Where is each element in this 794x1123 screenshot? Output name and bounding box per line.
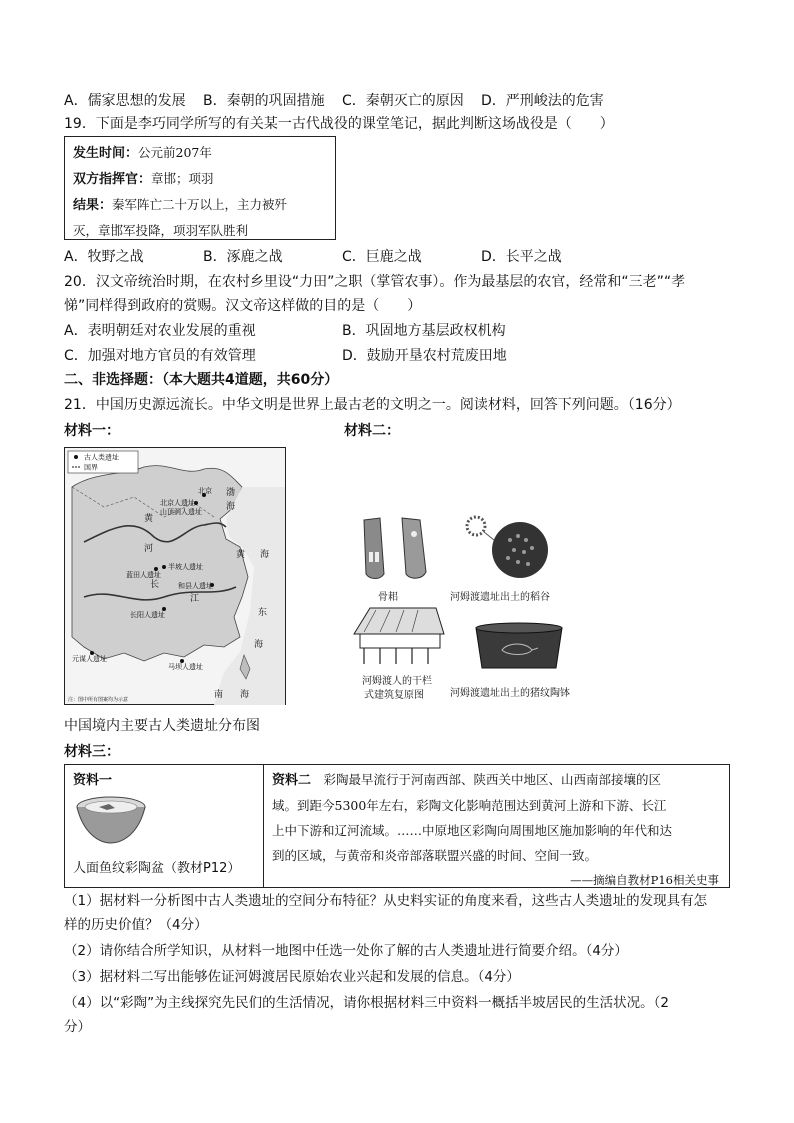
note-time-label: 发生时间：	[73, 146, 139, 161]
q20-option-b: B．巩固地方基层政权机构	[342, 323, 506, 339]
material3-right-title: 资料二	[272, 773, 312, 788]
q20-stem-line1: 20．汉文帝统治时期，在农村乡里设“力田”之职（掌管农事）。作为最基层的农官，经常和“三老”“孝	[64, 274, 686, 290]
q20-stem-line2: 悌”同样得到政府的赏赐。汉文帝这样做的目的是（ ）	[64, 298, 422, 314]
q18-option-c: C．秦朝灭亡的原因	[342, 93, 464, 109]
pig-pot-image	[472, 620, 566, 672]
q20-option-d: D．鼓励开垦农村荒废田地	[342, 348, 507, 364]
material3-left-title: 资料一	[73, 773, 113, 788]
material3-right-line2: 域。到距今5300年左右，彩陶文化影响范围达到黄河上游和下游、长江	[272, 798, 667, 813]
sub-q1-line2: 样的历史价值？（4分）	[64, 917, 208, 933]
svg-text:黄: 黄	[236, 550, 246, 560]
material3-right-line1: 彩陶最早流行于河南西部、陕西关中地区、山西南部接壤的区	[323, 772, 662, 787]
material3-label: 材料三：	[64, 744, 120, 760]
material2-label: 材料二：	[344, 423, 400, 439]
sub-q2: （2）请你结合所学知识，从材料一地图中任选一处你了解的古人类遗址进行简要介绍。（4分）	[64, 943, 628, 959]
svg-text:海: 海	[240, 690, 250, 700]
material3-right-source: ——摘编自教材P16相关史事	[570, 873, 719, 887]
caption-house-line1: 河姆渡人的干栏	[362, 676, 432, 687]
note-result-line1: 秦军阵亡二十万以上，主力被歼	[112, 197, 288, 212]
note-result-label: 结果：	[73, 198, 113, 213]
q19-option-d: D．长平之战	[481, 249, 562, 265]
stilt-house-image	[350, 604, 446, 668]
q19-option-b: B．涿鹿之战	[203, 249, 283, 265]
section2-title: 二、非选择题：（本大题共4道题，共60分）	[64, 372, 339, 388]
bone-tool-image	[358, 514, 438, 584]
material3-right-line3: 上中下游和辽河流域。……中原地区彩陶向周围地区施加影响的年代和达	[272, 823, 673, 838]
material3-table	[64, 764, 730, 888]
svg-text:渤: 渤	[226, 488, 236, 498]
q20-option-c: C．加强对地方官员的有效管理	[64, 348, 256, 364]
site-beijing: 北京	[198, 487, 212, 495]
note-time-value: 公元前207年	[138, 145, 212, 160]
site-lantian: 蓝田人遗址	[126, 571, 161, 579]
svg-text:黄: 黄	[144, 514, 154, 524]
q21-stem: 21．中国历史源远流长。中华文明是世界上最古老的文明之一。阅读材料，回答下列问题。（16分）	[64, 397, 681, 413]
svg-text:东: 东	[258, 608, 268, 618]
svg-text:河: 河	[144, 544, 154, 554]
q18-option-a: A．儒家思想的发展	[64, 93, 186, 109]
q20-option-a: A．表明朝廷对农业发展的重视	[64, 323, 256, 339]
svg-text:海: 海	[226, 502, 236, 512]
site-changyang: 长阳人遗址	[130, 611, 165, 619]
q18-option-d: D．严刑峻法的危害	[481, 93, 604, 109]
rice-image	[462, 512, 550, 586]
note-result-line2: 灭，章邯军投降，项羽军队胜利	[73, 223, 249, 238]
sub-q1-line1: （1）据材料一分析图中古人类遗址的空间分布特征？从史料实证的角度来看，这些古人类遗址的发现具有怎	[64, 893, 708, 909]
q19-note-box	[64, 136, 336, 240]
site-hexian: 和县人遗址	[178, 582, 213, 590]
site-shandingdong: 山顶洞人遗址	[160, 508, 202, 516]
sub-q4-line1: （4）以“彩陶”为主线探究先民们的生活情况，请你根据材料三中资料一概括半坡居民的生活状况。（2	[64, 995, 669, 1011]
legend-site-label: 古人类遗址	[84, 453, 119, 462]
map-caption: 中国境内主要古人类遗址分布图	[64, 718, 260, 734]
material1-label: 材料一：	[64, 423, 120, 439]
material3-left-caption: 人面鱼纹彩陶盆（教材P12）	[73, 861, 241, 876]
caption-pig-pot: 河姆渡遗址出土的猪纹陶钵	[450, 688, 570, 699]
q19-option-a: A．牧野之战	[64, 249, 144, 265]
ancient-sites-map	[64, 447, 286, 705]
material3-right	[264, 765, 729, 891]
note-commander-label: 双方指挥官：	[73, 172, 152, 187]
legend-border-label: 国界	[84, 463, 98, 472]
svg-text:长: 长	[150, 580, 160, 590]
material3-right-line4: 到的区域，与黄帝和炎帝部落联盟兴盛的时间、空间一致。	[272, 848, 598, 863]
fish-bowl-image	[75, 793, 147, 847]
caption-house-line2: 式建筑复原图	[364, 690, 424, 701]
site-banpo: 半坡人遗址	[168, 563, 203, 571]
caption-rice: 河姆渡遗址出土的稻谷	[450, 592, 550, 603]
site-maba: 马坝人遗址	[168, 663, 203, 671]
caption-bone-tool: 骨耜	[378, 592, 398, 603]
svg-text:江: 江	[190, 594, 200, 604]
q18-option-b: B．秦朝的巩固措施	[203, 93, 325, 109]
sub-q3: （3）据材料二写出能够佐证河姆渡居民原始农业兴起和发展的信息。（4分）	[64, 969, 520, 985]
q19-stem: 19．下面是李巧同学所写的有关某一古代战役的课堂笔记，据此判断这场战役是（ ）	[64, 116, 614, 132]
svg-text:海: 海	[254, 640, 264, 650]
sub-q4-line2: 分）	[64, 1019, 91, 1035]
svg-text:南: 南	[214, 690, 224, 700]
site-yuanmou: 元谋人遗址	[72, 655, 107, 663]
material3-left	[65, 765, 264, 887]
svg-text:海: 海	[260, 550, 270, 560]
note-commander-value: 章邯；项羽	[151, 171, 214, 186]
q19-option-c: C．巨鹿之战	[342, 249, 422, 265]
site-beijingren: 北京人遗址	[160, 499, 195, 507]
map-footnote: 注：图中所有图案均为示意	[68, 697, 129, 703]
